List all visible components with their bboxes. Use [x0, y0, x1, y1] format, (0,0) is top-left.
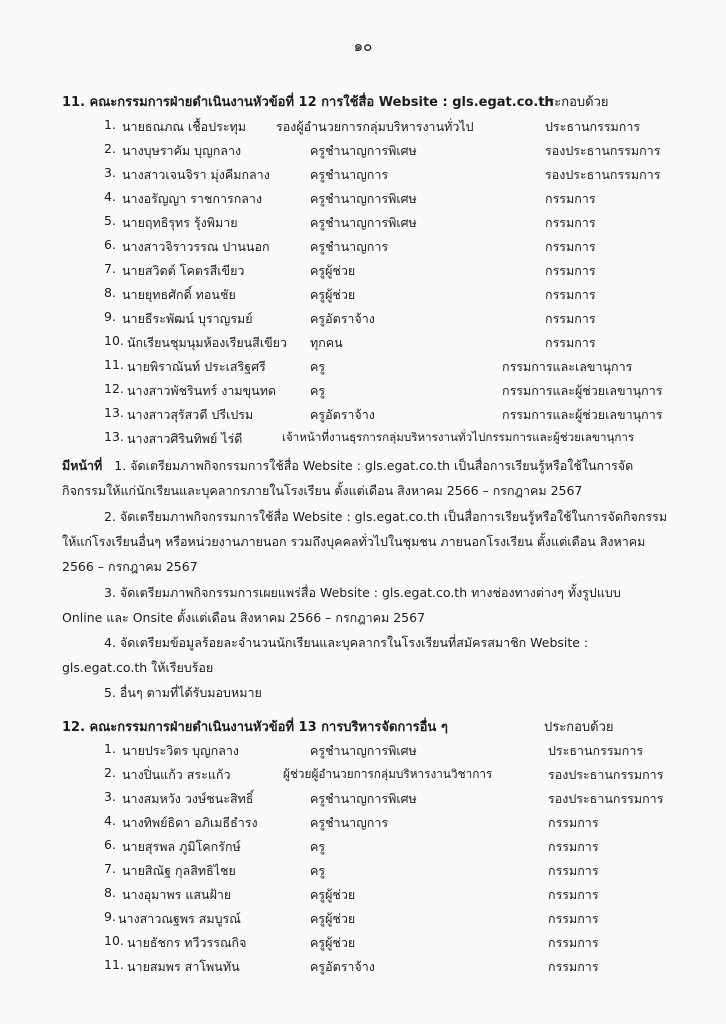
duty-line	[62, 456, 633, 476]
duties-label: มีหน้าที่	[62, 458, 103, 473]
member-role: กรรมการ	[548, 935, 599, 950]
member-role: กรรมการ	[545, 215, 596, 230]
member-position: ครูชำนาญการพิเศษ	[310, 215, 417, 230]
member-role: กรรมการ	[548, 911, 599, 926]
member-name: นายธัชกร ทวีวรรณกิจ	[127, 935, 247, 950]
member-role: กรรมการ	[545, 239, 596, 254]
duty-line: ให้แก่โรงเรียนอื่นๆ หรือหน่วยงานภายนอก รวมถึงบุคคลทั่วไปในชุมชน ภายนอกโรงเรียน ตั้งแต่เดือน สิงหาคม	[62, 534, 646, 549]
member-no: 1.	[104, 117, 116, 132]
member-name: นายสิณัฐ กุลสิทธิไชย	[122, 863, 236, 878]
member-row	[0, 741, 726, 763]
member-name: นางสมหวัง วงษ์ชนะสิทธิ์	[122, 791, 254, 806]
member-row	[0, 909, 726, 931]
member-position: ครูผู้ช่วย	[310, 935, 356, 950]
section-11-composed-of: ประกอบด้วย	[539, 95, 609, 110]
member-no: 12.	[104, 381, 124, 396]
member-role: กรรมการ	[545, 311, 596, 326]
member-name: นางปิ่นแก้ว สระแก้ว	[122, 767, 231, 782]
member-row	[0, 117, 726, 139]
member-position: ครู	[310, 359, 326, 374]
member-no: 4.	[104, 813, 116, 828]
member-name: นายธีระพัฒน์ บุราญรมย์	[122, 311, 253, 326]
duty-line: 2566 – กรกฎาคม 2567	[62, 559, 198, 574]
member-row	[0, 813, 726, 835]
member-role: กรรมการ	[548, 863, 599, 878]
member-name: นายสมพร สาโพนทัน	[127, 959, 240, 974]
member-no: 13.	[104, 405, 124, 420]
section-12-heading	[62, 716, 614, 737]
member-no: 1.	[104, 741, 116, 756]
member-role: กรรมการ	[548, 959, 599, 974]
member-role: กรรมการ	[545, 263, 596, 278]
section-11-heading	[62, 91, 609, 112]
member-name: นางสาวพัชรินทร์ งามขุนทด	[127, 383, 277, 398]
member-row	[0, 309, 726, 331]
member-name: นายประวิตร บุญกลาง	[122, 743, 240, 758]
member-no: 4.	[104, 189, 116, 204]
member-position: ครูชำนาญการพิเศษ	[310, 191, 417, 206]
member-no: 9.	[104, 909, 116, 924]
member-position: ครูอัตราจ้าง	[310, 959, 375, 974]
member-role: กรรมการ	[545, 287, 596, 302]
member-row	[0, 405, 726, 427]
member-row	[0, 189, 726, 211]
member-no: 2.	[104, 765, 116, 780]
member-no: 10.	[104, 933, 124, 948]
member-row	[0, 933, 726, 955]
member-row	[0, 789, 726, 811]
member-no: 8.	[104, 285, 116, 300]
member-name: นายยุทธศักดิ์ ทอนชัย	[122, 287, 236, 302]
member-name: นางสาวณฐพร สมบูรณ์	[118, 911, 241, 926]
member-row	[0, 261, 726, 283]
section-12-composed-of: ประกอบด้วย	[544, 720, 614, 735]
member-row	[0, 333, 726, 355]
member-name: นายพิราณันท์ ประเสริฐศรี	[127, 359, 266, 374]
member-name: นักเรียนชุมนุมห้องเรียนสีเขียว	[127, 335, 287, 350]
member-row	[0, 957, 726, 979]
member-name: นายฤทธิรุทร รุ้งพิมาย	[122, 215, 238, 230]
member-position: ครูผู้ช่วย	[310, 263, 356, 278]
member-row	[0, 381, 726, 403]
member-name: นางทิพย์ธิดา อภิเมธีธำรง	[122, 815, 258, 830]
member-role: รองประธานกรรมการ	[545, 167, 661, 182]
member-row	[0, 141, 726, 163]
member-role: กรรมการ	[548, 887, 599, 902]
member-role: กรรมการและผู้ช่วยเลขานุการ	[502, 407, 663, 422]
member-role: กรรมการ	[548, 839, 599, 854]
duty-line: Online และ Onsite ตั้งแต่เดือน สิงหาคม 2566 – กรกฎาคม 2567	[62, 610, 426, 625]
member-position: ครูชำนาญการพิเศษ	[310, 143, 417, 158]
member-no: 3.	[104, 789, 116, 804]
member-no: 3.	[104, 165, 116, 180]
member-row	[0, 165, 726, 187]
section-12-title: 12. คณะกรรมการฝ่ายดำเนินงานหัวข้อที่ 13 การบริหารจัดการอื่น ๆ	[62, 720, 448, 735]
page-number: ๑๐	[353, 37, 373, 55]
member-row	[0, 285, 726, 307]
member-position: ผู้ช่วยผู้อำนวยการกลุ่มบริหารงานวิชาการ	[283, 767, 493, 781]
section-11-title: 11. คณะกรรมการฝ่ายดำเนินงานหัวข้อที่ 12 การใช้สื่อ Website : gls.egat.co.th	[62, 95, 554, 110]
member-role: รองประธานกรรมการ	[545, 143, 661, 158]
member-position: ครูชำนาญการพิเศษ	[310, 743, 417, 758]
duty-line: 4. จัดเตรียมข้อมูลร้อยละจำนวนนักเรียนและบุคลากรในโรงเรียนที่สมัครสมาชิก Website :	[104, 635, 589, 650]
member-role: กรรมการ	[545, 191, 596, 206]
member-position: ครูอัตราจ้าง	[310, 407, 375, 422]
member-row	[0, 837, 726, 859]
member-position: ครูอัตราจ้าง	[310, 311, 375, 326]
member-no: 11.	[104, 357, 124, 372]
member-row	[0, 237, 726, 259]
member-role: รองประธานกรรมการ	[548, 767, 664, 782]
member-name: นางสาวจิราวรรณ ปานนอก	[122, 239, 270, 254]
member-name: นางสาวศิรินทิพย์ ไร่ดี	[127, 431, 243, 446]
duty-line: 3. จัดเตรียมภาพกิจกรรมการเผยแพร่สื่อ Website : gls.egat.co.th ทางช่องทางต่างๆ ทั้งรูปแบบ	[104, 585, 621, 600]
member-role: กรรมการและผู้ช่วยเลขานุการ	[502, 383, 663, 398]
duty-line: 2. จัดเตรียมภาพกิจกรรมการใช้สื่อ Website : gls.egat.co.th เป็นสื่อการเรียนรู้หรือใช้ในการจัดกิจกรรม	[104, 509, 668, 524]
member-position: ครูผู้ช่วย	[310, 287, 356, 302]
member-no: 2.	[104, 141, 116, 156]
member-name: นางอุมาพร แสนฝ้าย	[122, 887, 232, 902]
member-name: นางสาวสุรัสวดี ปรีเปรม	[127, 407, 254, 422]
member-position: ครูชำนาญการ	[310, 815, 389, 830]
member-position: ครูชำนาญการ	[310, 167, 389, 182]
member-row	[0, 861, 726, 883]
member-no: 6.	[104, 837, 116, 852]
member-no: 11.	[104, 957, 124, 972]
member-no: 5.	[104, 213, 116, 228]
member-name: นายสุรพล ภูมิโคกรักษ์	[122, 839, 241, 854]
member-name: นางสาวเจนจิรา มุ่งคีมกลาง	[122, 167, 270, 182]
member-no: 13.	[104, 429, 124, 444]
member-no: 8.	[104, 885, 116, 900]
duty-text: 1. จัดเตรียมภาพกิจกรรมการใช้สื่อ Website : gls.egat.co.th เป็นสื่อการเรียนรู้หรือใช้ในการจัด	[114, 458, 634, 473]
member-position: รองผู้อำนวยการกลุ่มบริหารงานทั่วไป	[276, 119, 474, 134]
duty-line: กิจกรรมให้แก่นักเรียนและบุคลากรภายในโรงเรียน ตั้งแต่เดือน สิงหาคม 2566 – กรกฎาคม 2567	[62, 483, 583, 498]
member-name: นายสวิตต์ โคตรสีเขียว	[122, 263, 245, 278]
member-row	[0, 765, 726, 787]
member-row	[0, 429, 726, 451]
member-position: ทุกคน	[310, 335, 343, 350]
member-role: กรรมการ	[545, 335, 596, 350]
duty-line: gls.egat.co.th ให้เรียบร้อย	[62, 660, 214, 675]
member-position: ครู	[310, 383, 326, 398]
member-name: นางอรัญญา ราชการกลาง	[122, 191, 263, 206]
member-row	[0, 357, 726, 379]
member-role: ประธานกรรมการ	[548, 743, 644, 758]
member-position: ครูผู้ช่วย	[310, 887, 356, 902]
member-name: นางบุษราคัม บุญกลาง	[122, 143, 242, 158]
member-position: ครูชำนาญการ	[310, 239, 389, 254]
member-position: ครูชำนาญการพิเศษ	[310, 791, 417, 806]
member-no: 10.	[104, 333, 124, 348]
member-position: เจ้าหน้าที่งานธุรการกลุ่มบริหารงานทั่วไปกรรมการและผู้ช่วยเลขานุการ	[282, 430, 635, 444]
member-role: กรรมการและเลขานุการ	[502, 359, 633, 374]
member-row	[0, 213, 726, 235]
member-no: 7.	[104, 261, 116, 276]
member-position: ครู	[310, 839, 326, 854]
member-no: 7.	[104, 861, 116, 876]
member-no: 9.	[104, 309, 116, 324]
member-position: ครูผู้ช่วย	[310, 911, 356, 926]
member-role: กรรมการ	[548, 815, 599, 830]
member-role: รองประธานกรรมการ	[548, 791, 664, 806]
duty-line: 5. อื่นๆ ตามที่ได้รับมอบหมาย	[104, 685, 262, 700]
member-no: 6.	[104, 237, 116, 252]
member-role: ประธานกรรมการ	[545, 119, 641, 134]
member-name: นายธณภณ เชื้อประทุม	[122, 119, 247, 134]
member-position: ครู	[310, 863, 326, 878]
member-row	[0, 885, 726, 907]
